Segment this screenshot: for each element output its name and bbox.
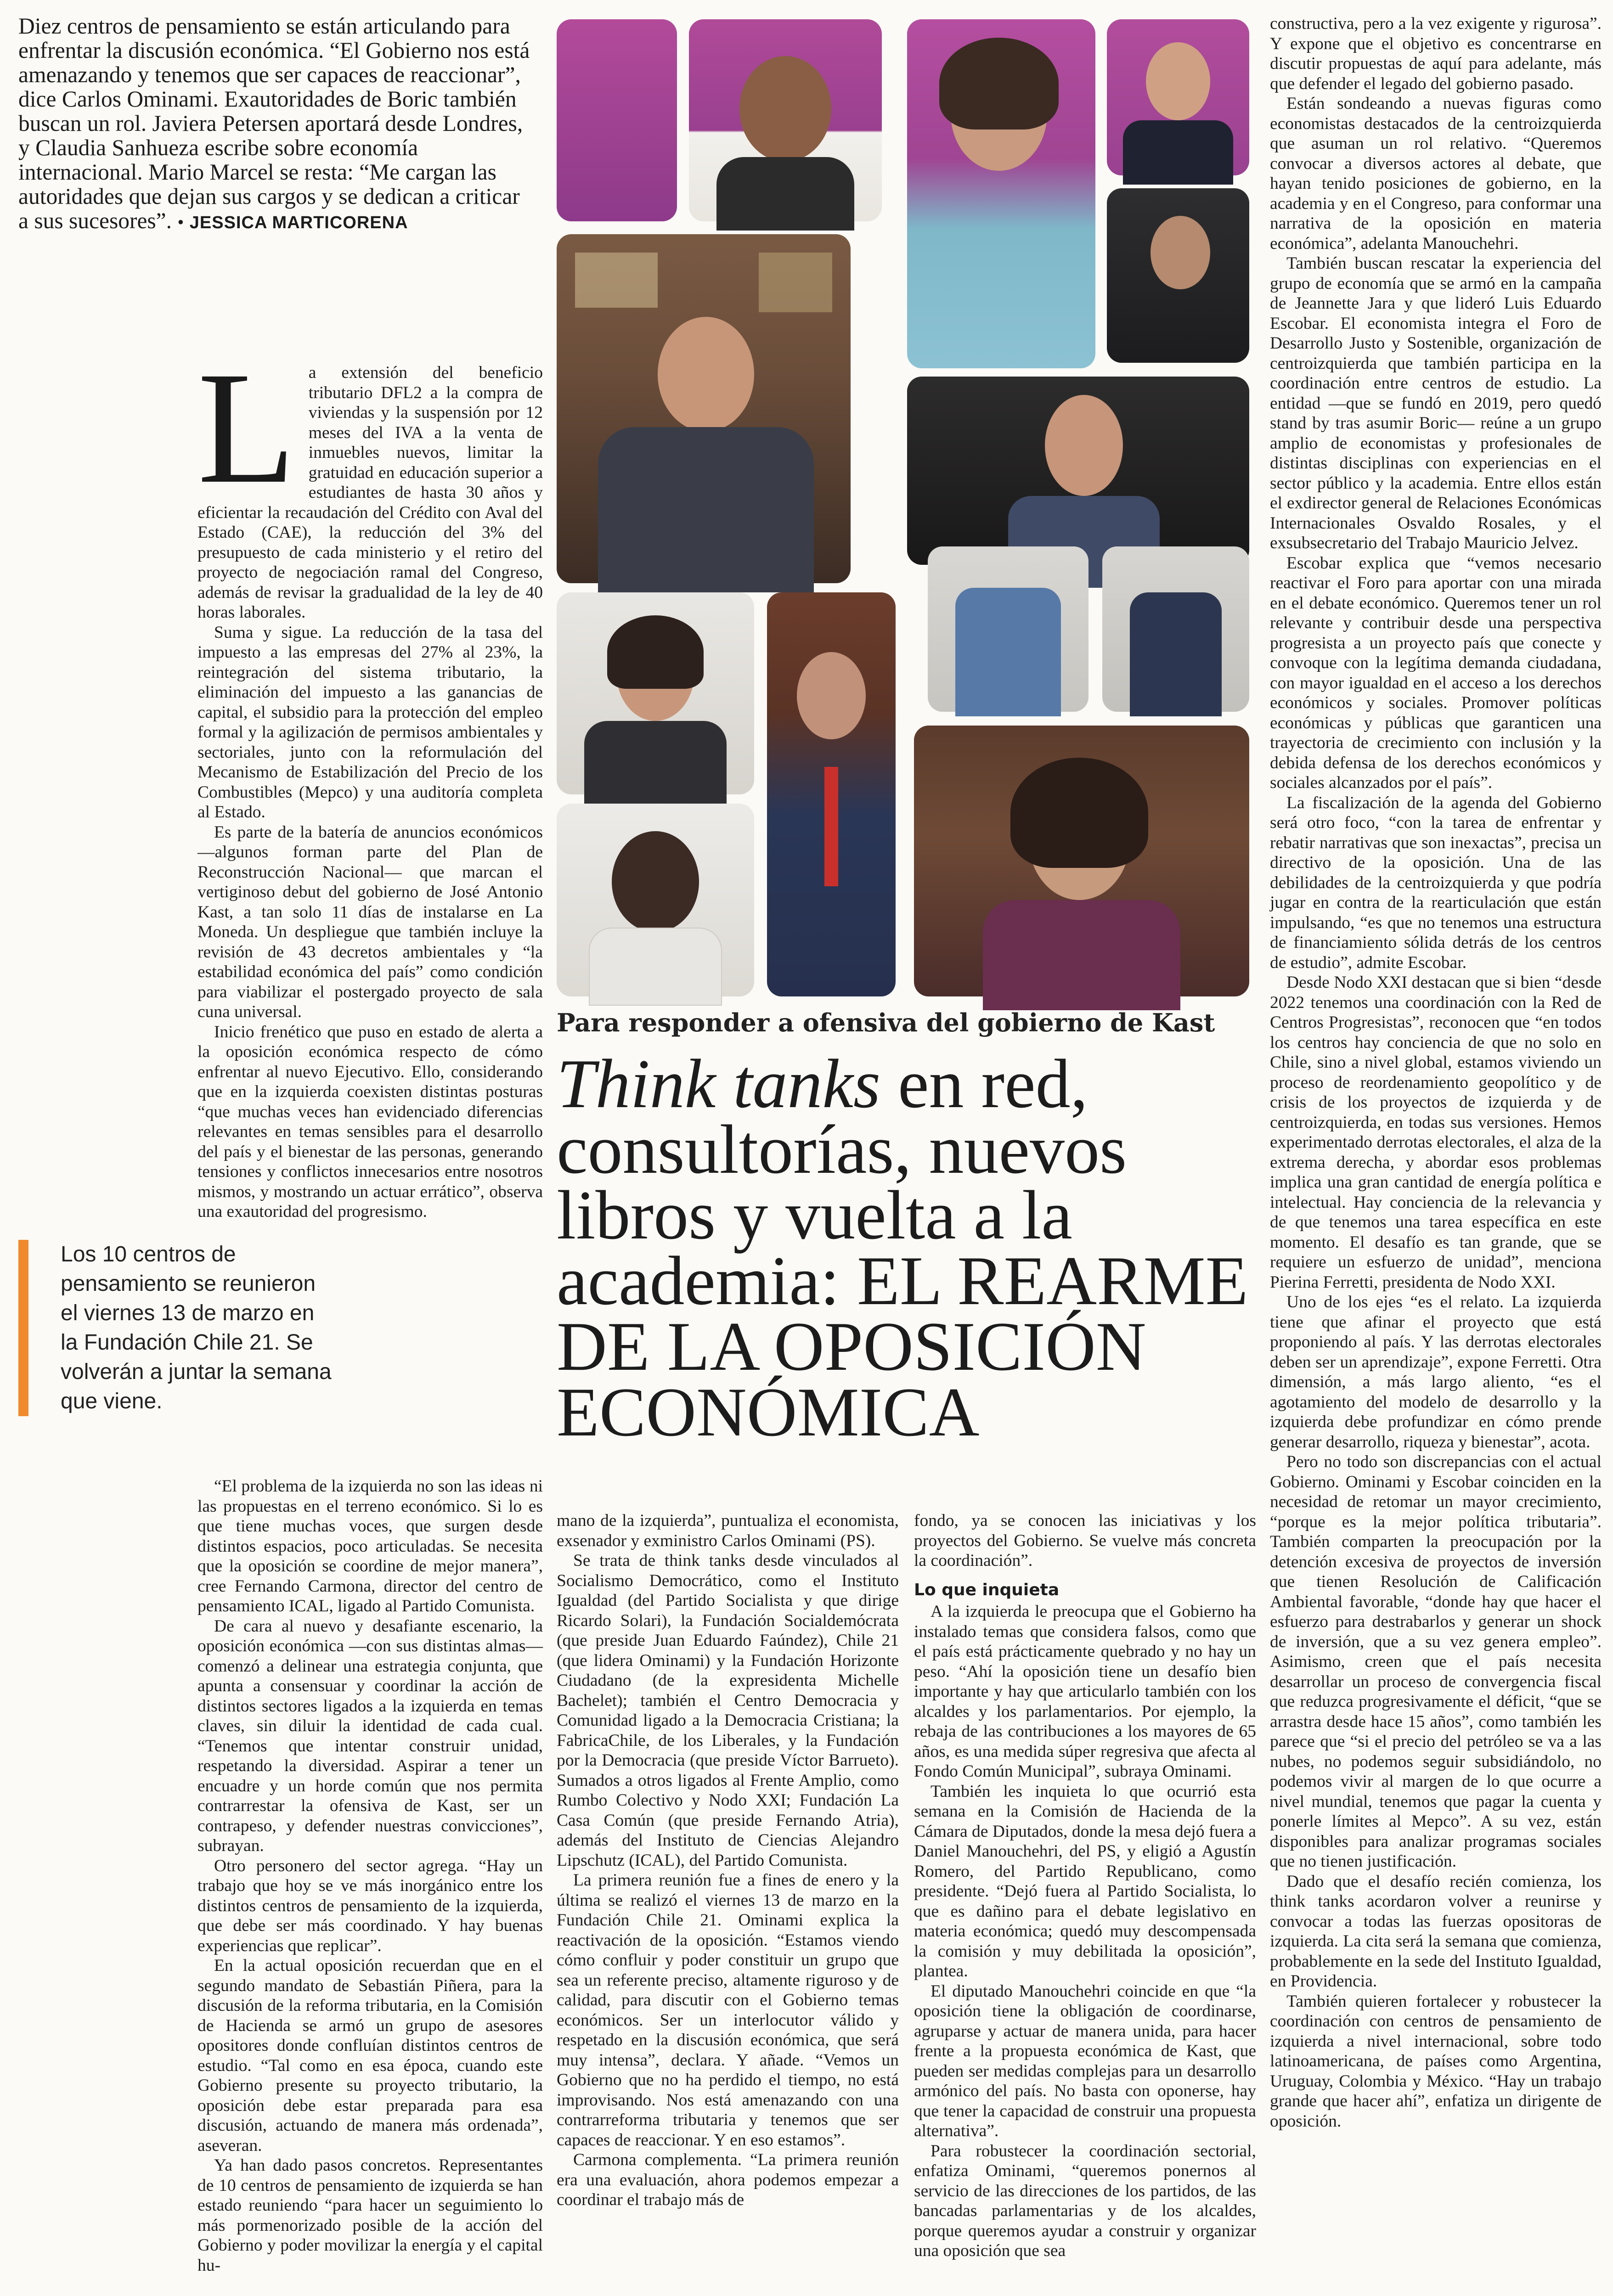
photo-man-office: [557, 234, 851, 583]
intro-text: Diez centros de pensamiento se están articulando para enfrentar la discusión económica. “El Gobierno nos está amenazando y tenemos que ser capaces de reaccionar”, dice Carlos Ominami. Exautoridades de Boric también buscan un rol. Javiera Petersen aportará desde Londres, y Claudia Sanhueza escribe sobre economía internacional. Mario Marcel se resta: “Me cargan las autoridades que dejan sus cargos y se dedican a criticar a sus sucesores”. • JESSICA MARTICORENA: [18, 13, 530, 233]
paragraph: fondo, ya se conocen las iniciativas y los proyectos del Gobierno. Se vuelve más concreta la coordinación”.: [914, 1511, 1256, 1570]
photo-man-blue-shirt: [928, 546, 1088, 712]
photo-woman-purple: [914, 726, 1249, 996]
drop-cap: L: [197, 338, 296, 517]
paragraph: Uno de los ejes “es el relato. La izquierda tiene que afinar el proyecto que está proponiendo al país. Y las derrotas electorales deben ser un aprendizaje”, expone Ferretti. Otra dimensión, a más largo aliento, “es el agotamiento del modelo de desarrollo y la izquierda debe profundizar en cómo prende generar desarrollo, riqueza y bienestar”, acota.: [1270, 1293, 1602, 1452]
article-column-3: [914, 1511, 1256, 2296]
kicker: Para responder a ofensiva del gobierno de Kast: [557, 1008, 1215, 1037]
article-column-1: [197, 338, 543, 1221]
paragraph: Es parte de la batería de anuncios económicos —algunos forman parte del Plan de Reconstrucción Nacional— que marcan el vertiginoso debut del gobierno de José Antonio Kast, a tan solo 11 días de instalarse en La Moneda. Un despliegue que también incluye la revisión de 43 decretos ambientales y “la estabilidad económica del país” como condición para viabilizar el postergado proyecto de sala cuna universal.: [197, 822, 543, 1021]
photo-woman-teal-top: [557, 19, 677, 221]
byline: JESSICA MARTICORENA: [189, 213, 408, 232]
paragraph: Escobar explica que “vemos necesario reactivar el Foro para aportar con una mirada en el debate económico. Queremos tener un rol relevante y contribuir desde una perspectiva progresista a un proyecto país que conecte y convoque con la legítima demanda ciudadana, con mayor igualdad en el acceso a los derechos económicos y sociales. Promover políticas económicas y públicas que garanticen una trayectoria de crecimiento con inclusión y la debida defensa de los derechos económicos y sociales alcanzados por el país”.: [1270, 553, 1602, 792]
subheading: Lo que inquieta: [914, 1580, 1060, 1599]
photo-older-man: [907, 377, 1249, 565]
headline: Think tanks en red, consultorías, nuevos libros y vuelta a la academia: EL REARME DE LA OPOSICIÓN ECONÓMICA: [557, 1045, 1248, 1451]
article-column-1-continued: [197, 1476, 543, 2296]
photo-woman-floral: [907, 19, 1095, 368]
paragraph: “El problema de la izquierda no son las ideas ni las propuestas en el terreno económico. Si lo es que tiene muchas voces, que surgen desde distintos espacios, poco articuladas. Se necesita que la oposición se coordine de mejor manera”, cree Fernando Carmona, director del centro de pensamiento ICAL, ligado al Partido Comunista.: [197, 1477, 543, 1615]
article-column-4: [1270, 14, 1602, 2296]
paragraph: También les inquieta lo que ocurrió esta semana en la Comisión de Hacienda de la Cámara de Diputados, donde la mesa dejó fuera a Daniel Manouchehri, del PS, y eligió a Agustín Romero, del Partido Republicano, como presidente. “Dejó fuera al Partido Socialista, lo que es dañino para el debate legislativo en materia económica; quedó muy descompensada la comisión y muy debilitada la oposición”, plantea.: [914, 1782, 1256, 1981]
photo-man-suit-glasses: [1107, 19, 1249, 175]
paragraph: Ya han dado pasos concretos. Representantes de 10 centros de pensamiento de izquierda se han estado reuniendo “para hacer un seguimiento lo más pormenorizado posible de la acción del Gobierno y poder movilizar la energía y el capital hu-: [197, 2156, 543, 2275]
paragraph: A la izquierda le preocupa que el Gobierno ha instalado temas que considera falsos, como que el país está prácticamente quebrado y no hay un peso. “Ahí la oposición tiene un desafío bien importante y hay que articularlo también con los alcaldes y los parlamentarios. Por ejemplo, la rebaja de las contribuciones a los mayores de 65 años, es una medida súper regresiva que afecta al Fondo Común Municipal”, subraya Ominami.: [914, 1602, 1256, 1781]
photo-older-man-red-tie: [767, 592, 896, 996]
paragraph: La fiscalización de la agenda del Gobierno será otro foco, “con la tarea de enfrentar y rebatir narrativas que son inexactas”, precisa un directivo de la oposición. Una de las debilidades de la centroizquierda y que podría jugar en contra de la rearticulación que están impulsando, “es que no tenemos una estructura de financiamiento sólida detrás de los centros de estudio”, admite Escobar.: [1270, 793, 1602, 972]
paragraph: Dado que el desafío recién comienza, los think tanks acordaron volver a reunirse y convocar a todas las fuerzas opositoras de izquierda. La cita será la semana que comienza, probablemente en la sede del Instituto Igualdad, en Providencia.: [1270, 1872, 1602, 1991]
photo-woman-bob: [557, 592, 754, 794]
paragraph: Carmona complementa. “La primera reunión era una evaluación, ahora podemos empezar a coordinar el trabajo más de: [557, 2150, 899, 2209]
paragraph: Para robustecer la coordinación sectorial, enfatiza Ominami, “queremos ponernos al servicio de las direcciones de los partidos, de las bancadas parlamentarias y de los alcaldes, porque queremos ayudar a construir y organizar una oposición que sea: [914, 2141, 1256, 2260]
paragraph: Inicio frenético que puso en estado de alerta a la oposición económica respecto de cómo enfrentar al nuevo Ejecutivo. Ello, considerando que en la izquierda coexisten distintas posturas “que muchas veces han evidenciado diferencias relevantes en temas sensibles para el desarrollo del país y el bienestar de las personas, generando tensiones y conflictos innecesarios entre nosotros mismos, y mostrando un actuar errático”, observa una exautoridad del progresismo.: [197, 1022, 543, 1221]
photo-man-sweater: [1102, 546, 1249, 712]
paragraph: El diputado Manouchehri coincide en que “la oposición tiene la obligación de coordinarse, agruparse y actuar de manera unida, para hacer frente a la propuesta económica de Kast, que pueden ser medidas complejas para un desarrollo armónico del país. No basta con oponerse, hay que tener la capacidad de construir una propuesta alternativa”.: [914, 1981, 1256, 2140]
paragraph: Suma y sigue. La reducción de la tasa del impuesto a las empresas del 27% al 23%, la reintegración del sistema tributario, la eliminación del impuesto a las ganancias de capital, el subsidio para la protección del empleo formal y la agilización de permisos ambientales y sectoriales, junto con la reformulación del Mecanismo de Estabilización del Precio de los Combustibles (Mepco) y una auditoría completa al Estado.: [197, 623, 543, 822]
article-intro: [18, 14, 533, 335]
paragraph: a extensión del beneficio tributario DFL2 a la compra de viviendas y la suspensión por 12 meses del IVA a la venta de inmuebles nuevos, limitar la gratuidad en educación superior a estudiantes de hasta 30 años y eficientar la recaudación del Crédito con Aval del Estado (CAE), la reducción del 3% del presupuesto de cada ministerio y el retiro del proyecto de negociación ramal del Congreso, además de revisar la gradualidad de la ley de 40 horas laborales.: [197, 363, 543, 622]
paragraph: La primera reunión fue a fines de enero y la última se realizó el viernes 13 de marzo en la Fundación Chile 21. Ominami explica la reactivación de la oposición. “Estamos viendo cómo confluir y poder constituir un grupo que sea un referente preciso, altamente riguroso y de calidad, para discutir con el Gobierno temas económicos. Ser un interlocutor válido y respetado en la discusión económica, que será muy intensa”, declara. Y añade. “Vemos un Gobierno que no ha perdido el tiempo, no está improvisando. Nos está amenazando con una contrarreforma tributaria y tenemos que ser capaces de reaccionar. Y en eso estamos”.: [557, 1871, 899, 2150]
paragraph: Desde Nodo XXI destacan que si bien “desde 2022 tenemos una coordinación con la Red de Centros Progresistas”, reconocen que “en todos los centros hay conciencia de que no solo en Chile, sino a nivel global, estamos viviendo un proceso de reordenamiento geopolítico y de crisis de los proyectos de izquierda y de centroizquierda, en todas sus versiones. Hemos experimentado derrotas electorales, el alza de la extrema derecha, y abordar esos problemas implica una gran cantidad de energía política e intelectual. Hay conciencia de la relevancia y de que tenemos una tarea específica en este momento. El desafío es tan grande, que se requiere un esfuerzo de unidad”, menciona Pierina Ferretti, presidenta de Nodo XXI.: [1270, 973, 1602, 1292]
paragraph: mano de la izquierda”, puntualiza el economista, exsenador y exministro Carlos Ominami (PS).: [557, 1511, 899, 1550]
article-column-2: [557, 1511, 899, 2296]
paragraph: constructiva, pero a la vez exigente y rigurosa”. Y expone que el objetivo es concentrarse en discutir propuestas de aquí para adelante, más que defender el legado del gobierno pasado.: [1270, 14, 1602, 93]
photo-man-glasses-hand: [689, 19, 882, 221]
paragraph: Están sondeando a nuevas figuras como economistas destacados de la centroizquierda que asuman un rol relativo. “Queremos convocar a diversos actores al debate, que hayan tenido posiciones de gobierno, en la academia y en el Congreso, para conformar una narrativa de la oposición en materia económica”, adelanta Manouchehri.: [1270, 94, 1602, 253]
pull-quote: Los 10 centros de pensamiento se reunieron el viernes 13 de marzo en la Fundación Chile 21. Se volverán a juntar la semana que viene.: [18, 1240, 335, 1416]
photo-woman-curly: [557, 804, 754, 996]
paragraph: También buscan rescatar la experiencia del grupo de economía que se armó en la campaña de Jeannette Jara y que lideró Luis Eduardo Escobar. El economista integra el Foro de Desarrollo Justo y Sostenible, organización de centroizquierda que también participa en la coordinación entre centros de estudio. La entidad —que se fundó en 2019, pero quedó stand by tras asumir Boric— reúne a un grupo amplio de economistas y profesionales de distintas disciplinas con experiencias en el sector público y la academia. Entre ellos están el exdirector general de Relaciones Económicas Internacionales Osvaldo Rosales, y el exsubsecretario del Trabajo Mauricio Jelvez.: [1270, 254, 1602, 552]
photo-woman-dark: [1107, 188, 1249, 363]
paragraph: De cara al nuevo y desafiante escenario, la oposición económica —con sus distintas almas— comenzó a delinear una estrategia conjunta, que apunta a consensuar y coordinar la acción de distintos sectores ligados a la izquierda en temas claves, sin diluir la identidad de cada cual. “Tenemos que intentar construir unidad, respetando la diversidad. Aspirar a tener un encuadre y un horde común que nos permita contrarrestar la ofensiva de Kast, ser un contrapeso, y defender nuestras convicciones”, subrayan.: [197, 1616, 543, 1855]
paragraph: Se trata de think tanks desde vinculados al Socialismo Democrático, como el Instituto Igualdad (del Partido Socialista y que dirige Ricardo Solari), la Fundación Socialdemócrata (que preside Juan Eduardo Faúndez), Chile 21 (que lidera Ominami) y la Fundación Horizonte Ciudadano (de la expresidenta Michelle Bachelet); también el Centro Democracia y Comunidad ligado a la Democracia Cristiana; la FabricaChile, de los Liberales, y la Fundación por la Democracia (que preside Víctor Barrueto). Sumados a otros ligados al Frente Amplio, como Rumbo Colectivo y Nodo XXI; Fundación La Casa Común (que preside Fernando Atria), además del Instituto de Ciencias Alejandro Lipschutz (ICAL), del Partido Comunista.: [557, 1551, 899, 1870]
paragraph: Otro personero del sector agrega. “Hay un trabajo que hoy se ve más inorgánico entre los distintos centros de pensamiento de la izquierda, que debe ser más coordinado. Y hay buenas experiencias que replicar”.: [197, 1856, 543, 1955]
paragraph: En la actual oposición recuerdan que en el segundo mandato de Sebastián Piñera, para la discusión de la reforma tributaria, en la Comisión de Hacienda se armó un grupo de asesores opositores donde confluían distintos centros de estudio. “Tal como en esa época, cuando este Gobierno presente su proyecto tributario, la oposición debe estar preparada para esa discusión, actuando de manera más ordenada”, aseveran.: [197, 1956, 543, 2155]
paragraph: También quieren fortalecer y robustecer la coordinación con centros de pensamiento de izquierda a nivel internacional, sobre todo latinoamericana, de países como Argentina, Uruguay, Colombia y México. “Hay un trabajo grande que hacer ahí”, enfatiza un dirigente de oposición.: [1270, 1992, 1602, 2131]
headline-block: [557, 1008, 1259, 1495]
paragraph: Pero no todo son discrepancias con el actual Gobierno. Ominami y Escobar coinciden en la necesidad de retomar un mayor crecimiento, “porque es la mejor política tributaria”. También comparten la preocupación por la detención excesiva de proyectos de inversión que tienen Resolución de Calificación Ambiental favorable, “donde hay que hacer el esfuerzo para destrabarlos y generar un shock de inversión, que a su vez genera empleo”. Asimismo, creen que el país necesita desarrollar un proceso de convergencia fiscal que reduzca progresivamente el déficit, “que se arrastra desde hace 15 años”, como también les parece que “si el precio del petróleo se va a las nubes, no podemos seguir subsidiándolo, no podemos vivir al margen de lo que ocurre a nivel mundial, tenemos que pagar la cuenta y ponerle límites al Mepco”. A su vez, están disponibles para analizar programas sociales que no tienen justificación.: [1270, 1452, 1602, 1871]
